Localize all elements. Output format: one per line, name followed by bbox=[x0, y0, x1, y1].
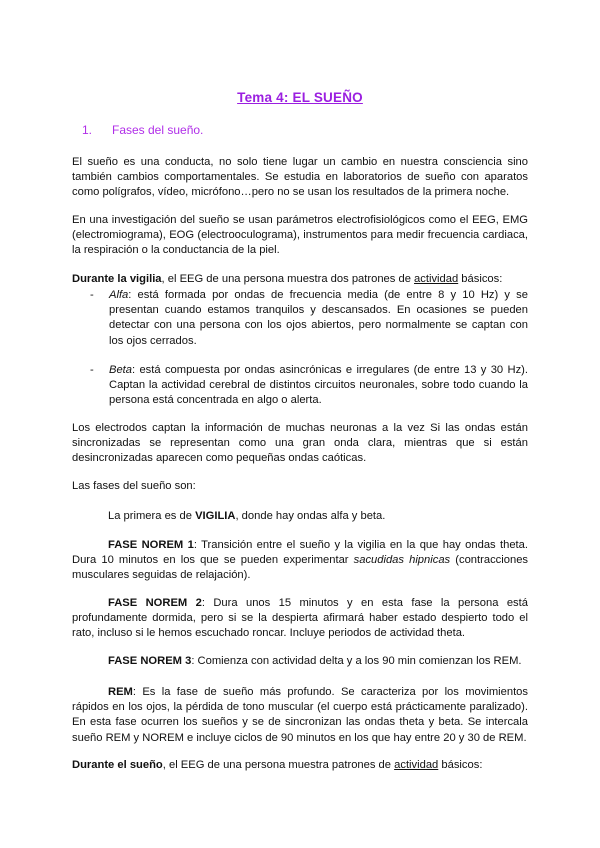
bullet-dash: - bbox=[90, 364, 94, 376]
page-title: Tema 4: EL SUEÑO bbox=[237, 90, 363, 105]
phase-name: VIGILIA bbox=[195, 510, 236, 522]
phase-name: FASE NOREM 1 bbox=[108, 539, 194, 551]
phase-rem bbox=[72, 685, 528, 746]
bullet-text: : está compuesta por ondas asincrónicas e irregulares (de entre 13 y 30 Hz). Captan la actividad cerebral de distintos circuitos neuronales, sobre todo cuando la persona está concentrada en algo o alerta. bbox=[109, 364, 528, 407]
paragraph-fases-intro: Las fases del sueño son: bbox=[72, 480, 196, 492]
sueno-underlined: actividad bbox=[394, 759, 439, 771]
section-label: Fases del sueño. bbox=[112, 123, 204, 137]
phase-norem-1 bbox=[72, 538, 528, 584]
phase-name: REM bbox=[108, 686, 133, 698]
phase-name: FASE NOREM 2 bbox=[108, 597, 202, 609]
phase-text-end: (contracciones musculares seguidas de relajación). bbox=[72, 554, 529, 582]
vigilia-end: básicos: bbox=[458, 273, 503, 285]
bullet-term: Beta bbox=[109, 364, 133, 376]
phase-text: : Es la fase de sueño más profundo. Se caracteriza por los movimientos rápidos en los ojos, la pérdida de tono muscular (el cuerpo está prácticamente paralizado). En esta fase ocurren los sueños y se de sincronizan las ondas theta y beta. Se intercala sueño REM y NOREM e incluye ciclos de 90 minutos en los que hay entre 20 y 30 de REM. bbox=[72, 686, 528, 744]
paragraph-electrodos: Los electrodos captan la información de muchas neuronas a la vez Si las ondas están sincronizadas se representan como una gran onda clara, mientras que si están desincronizadas aparecen como pequeñas ondas caóticas. bbox=[72, 422, 528, 465]
bullet-dash: - bbox=[90, 289, 94, 301]
bullet-term: Alfa bbox=[109, 289, 129, 301]
bullet-beta bbox=[90, 363, 528, 409]
phase-vigilia bbox=[72, 509, 528, 524]
vigilia-underlined: actividad bbox=[414, 273, 459, 285]
phase-text: : Dura unos 15 minutos y en esta fase la persona está profundamente dormida, pero si se la despierta afirmará haber estado despierto todo el rato, incluso si le hemos escuchado roncar. Incluye periodos de actividad theta. bbox=[72, 597, 528, 640]
phase-text: , donde hay ondas alfa y beta. bbox=[235, 510, 386, 522]
paragraph-parameters: En una investigación del sueño se usan parámetros electrofisiológicos como el EEG, EMG (electromiograma), EOG (electrooculograma), instrumentos para medir frecuencia cardiaca, la respiración o la conductancia de la piel. bbox=[72, 214, 528, 257]
sueno-text: , el EEG de una persona muestra patrones de bbox=[162, 759, 395, 771]
paragraph-intro: El sueño es una conducta, no solo tiene lugar un cambio en nuestra consciencia sino también cambios comportamentales. Se estudia en laboratorios de sueño con aparatos como polígrafos, vídeo, micrófono…pero no se usan los resultados de la primera noche. bbox=[72, 156, 528, 199]
bullet-text: : está formada por ondas de frecuencia media (de entre 8 y 10 Hz) y se presentan cuando estamos tranquilos y descansados. En ocasiones se pueden detectar con una persona con los ojos abiertos, pero normalmente se captan con los ojos cerrados. bbox=[109, 289, 528, 347]
section-number: 1. bbox=[82, 123, 93, 137]
section-heading bbox=[82, 123, 203, 138]
phase-italic: sacudidas hipnicas bbox=[353, 554, 451, 567]
phase-text: : Transición entre el sueño y la vigilia en la que hay ondas theta. Dura 10 minutos en los que se pueden experimentar bbox=[72, 539, 528, 567]
vigilia-text: , el EEG de una persona muestra dos patrones de bbox=[161, 273, 415, 285]
phase-name: FASE NOREM 3 bbox=[108, 655, 192, 667]
sueno-bold: Durante el sueño bbox=[72, 759, 163, 771]
phase-norem-3 bbox=[72, 654, 528, 669]
paragraph-sueno bbox=[72, 758, 528, 773]
phase-norem-2 bbox=[72, 596, 528, 642]
vigilia-bold: Durante la vigilia bbox=[72, 273, 162, 285]
phase-text: : Comienza con actividad delta y a los 90 min comienzan los REM. bbox=[191, 655, 522, 667]
bullet-alfa bbox=[90, 288, 528, 349]
sueno-end: básicos: bbox=[438, 759, 483, 771]
phase-pre: La primera es de bbox=[108, 510, 196, 522]
paragraph-vigilia bbox=[72, 272, 528, 287]
